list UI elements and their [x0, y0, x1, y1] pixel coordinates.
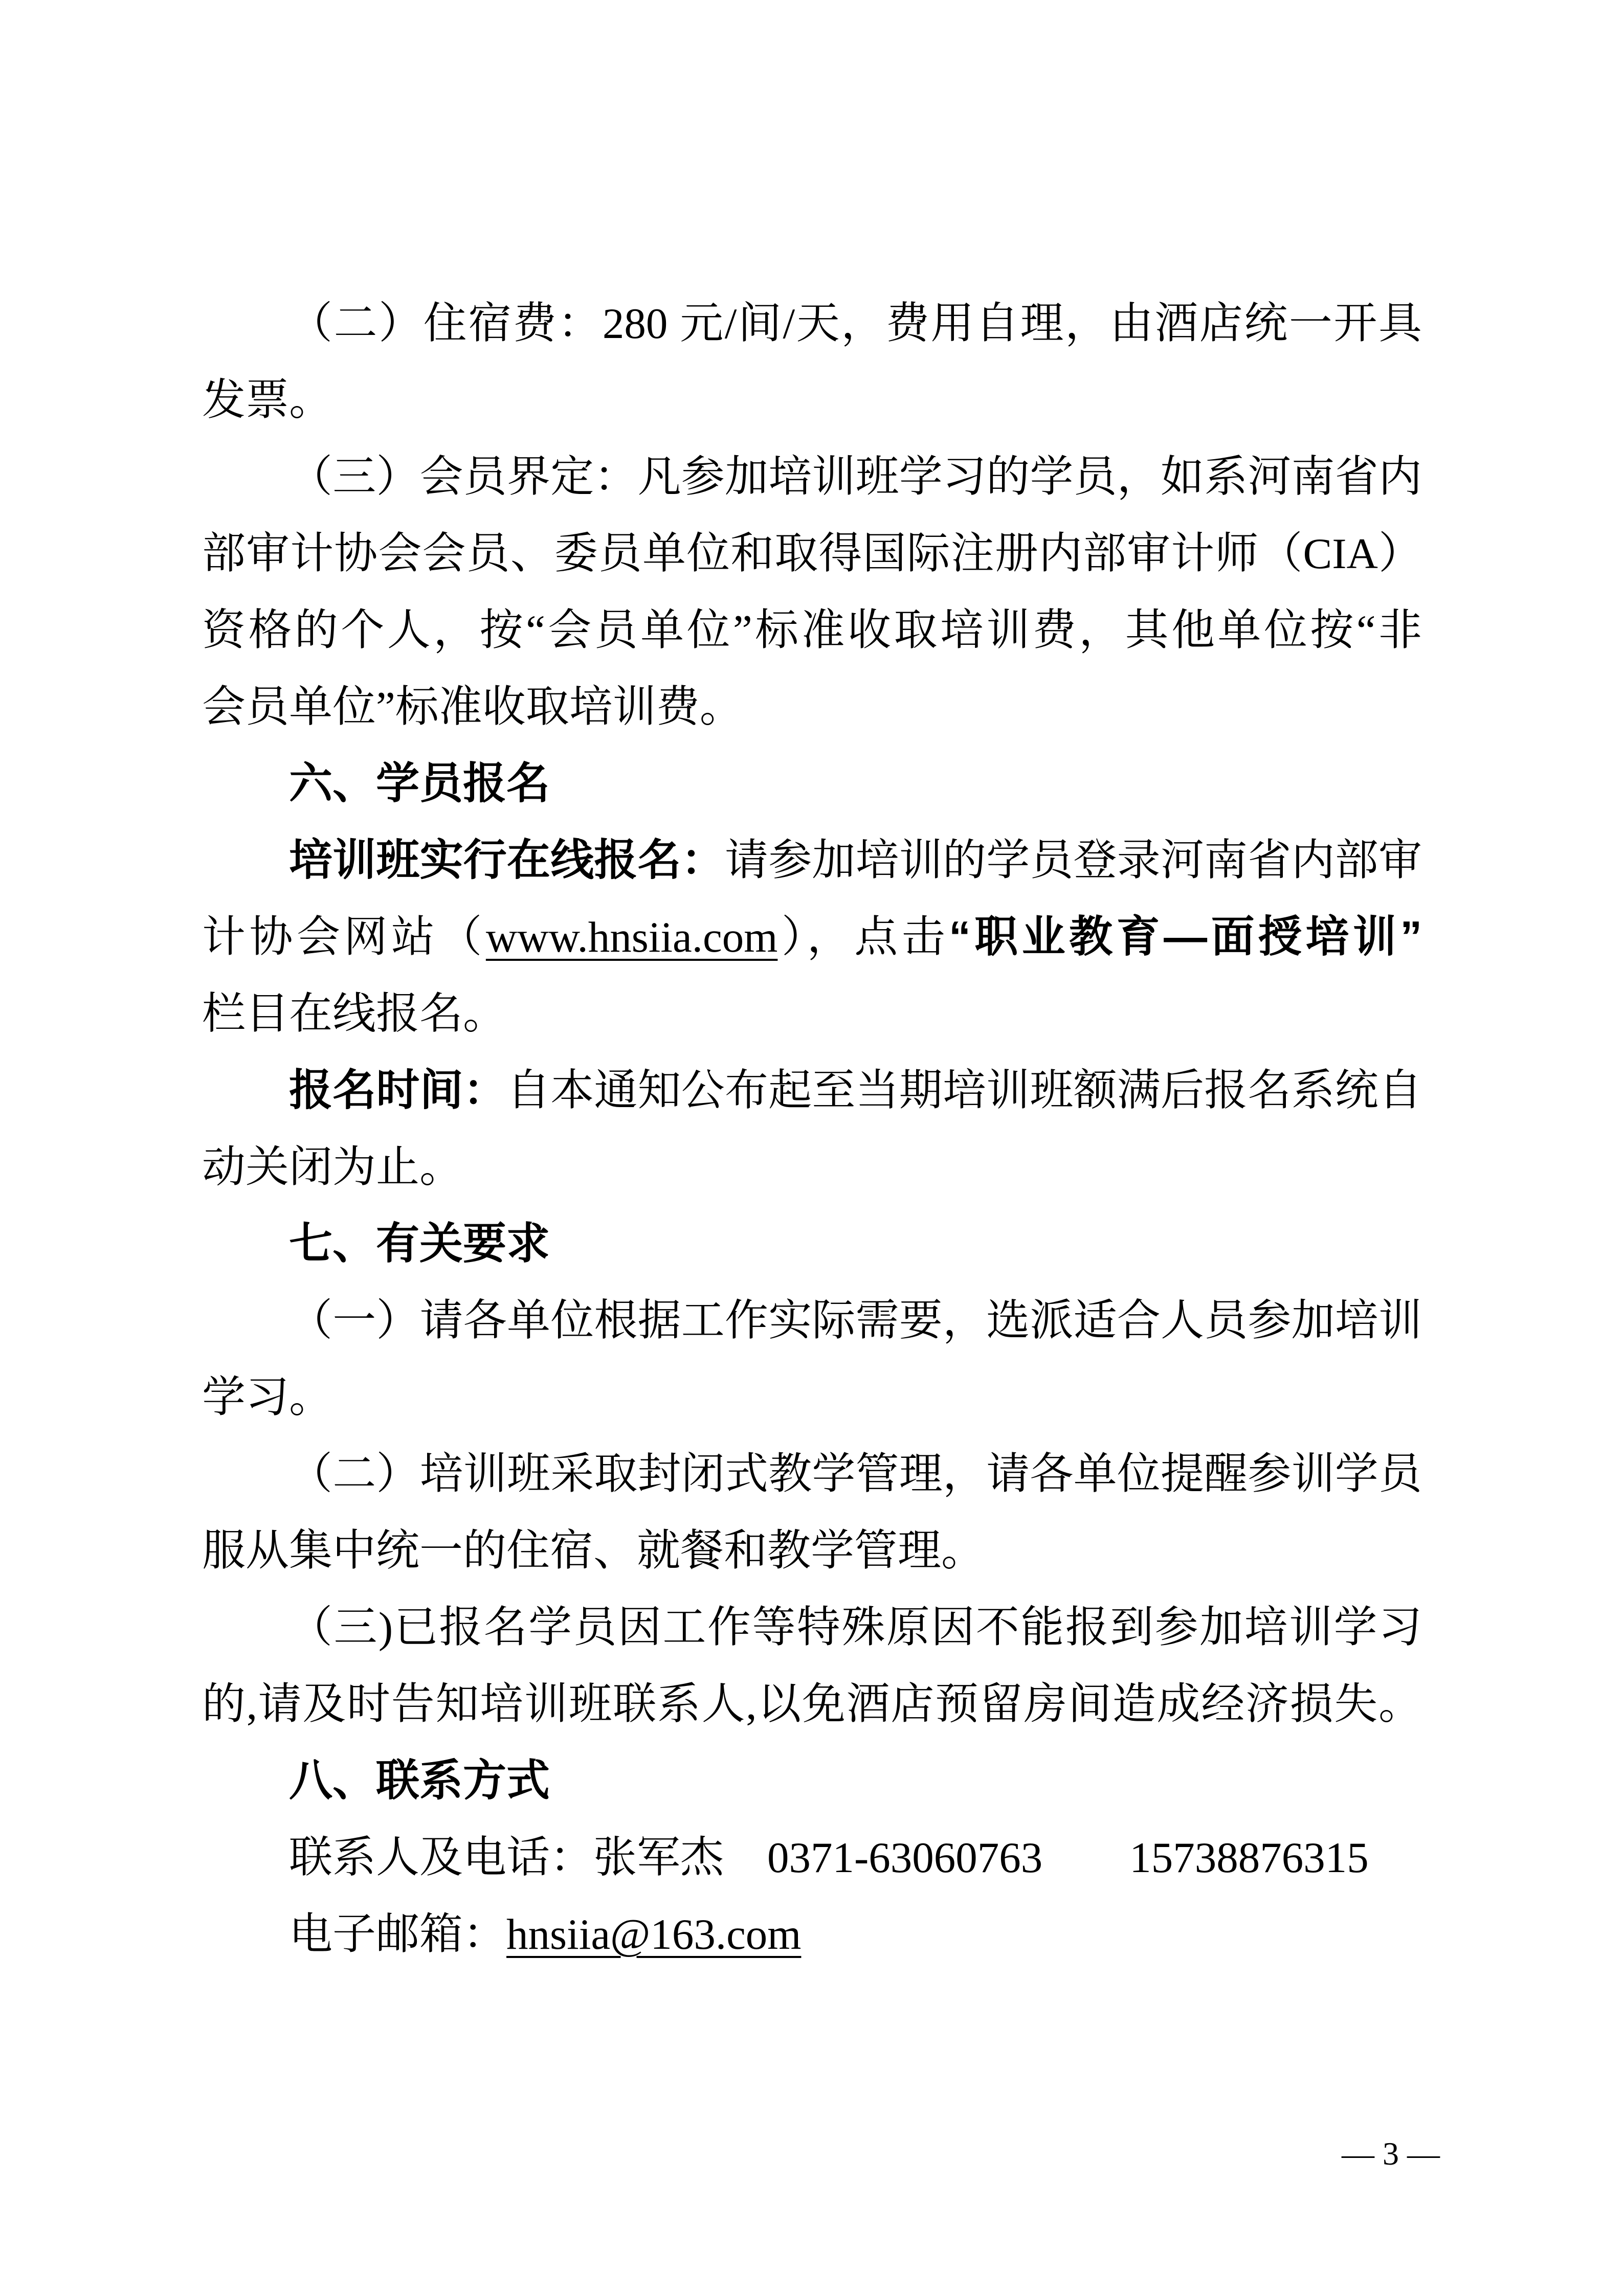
text-segment: （三）会员界定：凡参加培训班学习的学员，如系河南省内: [289, 453, 1422, 501]
text-segment: （二）培训班采取封闭式教学管理，请各单位提醒参训学员: [289, 1450, 1422, 1498]
text-segment: 联系人及电话：张军杰 0371-63060763 15738876315: [289, 1834, 1369, 1882]
paragraph-line: [202, 439, 1422, 515]
text-segment: 六、学员报名: [289, 759, 550, 808]
paragraph-line: [202, 285, 1422, 362]
text-segment: 发票。: [202, 376, 333, 424]
email-line: [202, 1896, 1422, 1973]
paragraph-line: [202, 669, 1422, 746]
text-segment: 电子邮箱：: [289, 1910, 507, 1959]
paragraph-line: [202, 822, 1422, 899]
paragraph-line: [202, 592, 1422, 669]
text-segment: 请参加培训的学员登录河南省内部审: [725, 837, 1422, 885]
text-segment: 报名时间：: [289, 1066, 507, 1115]
page-number-text: — 3 —: [1342, 2135, 1440, 2172]
text-segment: 计协会网站（: [202, 913, 486, 961]
paragraph-line: [202, 1359, 1422, 1436]
paragraph-line: [202, 1052, 1422, 1129]
paragraph-line: [202, 1436, 1422, 1513]
text-segment: ），点击: [777, 913, 949, 961]
contact-line: [202, 1819, 1422, 1896]
section-heading-seven: [202, 1206, 1422, 1282]
text-segment: （三)已报名学员因工作等特殊原因不能报到参加培训学习: [289, 1604, 1422, 1652]
text-segment: “职业教育—面授培训”: [949, 913, 1422, 961]
text-segment: 八、联系方式: [289, 1757, 550, 1805]
text-segment: 学习。: [202, 1374, 333, 1422]
paragraph-line: [202, 362, 1422, 439]
text-segment: 七、有关要求: [289, 1220, 550, 1268]
text-segment: 服从集中统一的住宿、就餐和教学管理。: [202, 1527, 985, 1575]
text-segment: 自本通知公布起至当期培训班额满后报名系统自: [507, 1067, 1422, 1115]
email-link[interactable]: hnsiia@163.com: [506, 1910, 802, 1959]
section-heading-eight: [202, 1743, 1422, 1819]
page-number: [1342, 2133, 1440, 2174]
paragraph-line: [202, 1589, 1422, 1666]
text-segment: 的,请及时告知培训班联系人,以免酒店预留房间造成经济损失。: [202, 1680, 1422, 1728]
text-segment: 栏目在线报名。: [202, 990, 507, 1038]
website-link[interactable]: www.hnsiia.com: [485, 913, 778, 961]
paragraph-line: [202, 1282, 1422, 1359]
text-segment: （二）住宿费：280 元/间/天，费用自理，由酒店统一开具: [289, 300, 1422, 348]
text-segment: 会员单位”标准收取培训费。: [202, 683, 743, 731]
document-body: [202, 285, 1422, 1973]
paragraph-line: [202, 1666, 1422, 1743]
paragraph-line: [202, 899, 1422, 976]
paragraph-line: [202, 515, 1422, 592]
text-segment: 资格的个人，按“会员单位”标准收取培训费，其他单位按“非: [202, 606, 1422, 655]
section-heading-six: [202, 746, 1422, 822]
text-segment: （一）请各单位根据工作实际需要，选派适合人员参加培训: [289, 1297, 1422, 1345]
paragraph-line: [202, 1513, 1422, 1589]
paragraph-line: [202, 1129, 1422, 1206]
text-segment: 动关闭为止。: [202, 1143, 463, 1191]
paragraph-line: [202, 976, 1422, 1052]
text-segment: 部审计协会会员、委员单位和取得国际注册内部审计师（CIA）: [202, 530, 1422, 578]
text-segment: 培训班实行在线报名：: [289, 836, 725, 885]
